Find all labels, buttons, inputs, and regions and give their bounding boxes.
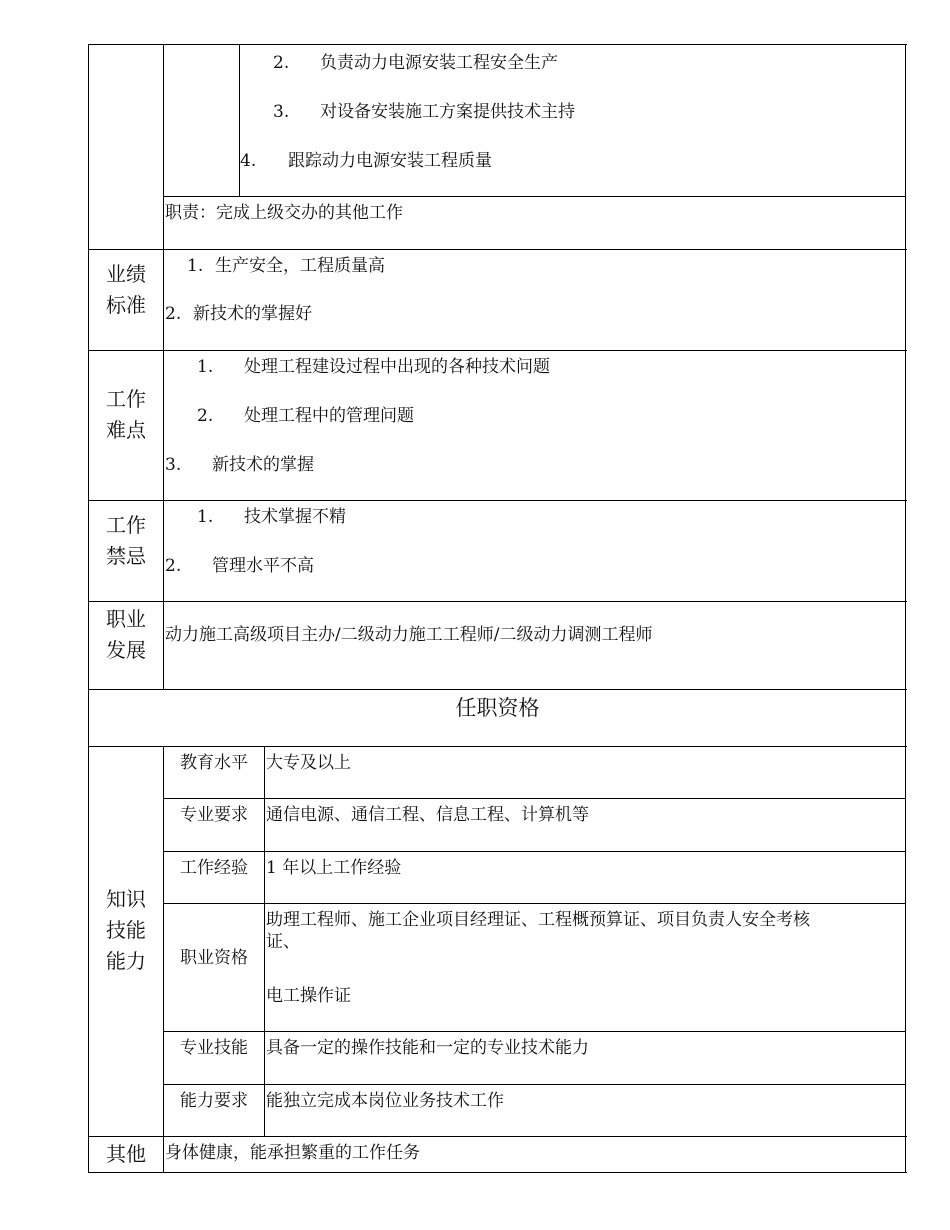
- qual-row-name: 专业技能: [180, 1038, 248, 1058]
- qual-row-value: 具备一定的操作技能和一定的专业技术能力: [266, 1038, 589, 1058]
- label-line: 发展: [106, 638, 146, 662]
- label-line: 能力: [106, 949, 146, 973]
- qual-row-value-line2: 证、: [266, 932, 300, 952]
- label-line: 业绩: [106, 262, 146, 286]
- label-line: 职业: [106, 607, 146, 631]
- qual-row-name: 工作经验: [180, 858, 248, 878]
- label-line: 难点: [106, 418, 146, 442]
- qualification-title: 任职资格: [455, 696, 540, 720]
- qual-row-divider: [163, 903, 906, 904]
- difficulty-item-text: 新技术的掌握: [212, 455, 314, 475]
- label-line: 技能: [106, 918, 146, 942]
- qual-row-name: 专业要求: [180, 805, 248, 825]
- duty-inner-divider: [239, 44, 240, 197]
- qual-row-value: 通信电源、通信工程、信息工程、计算机等: [266, 805, 589, 825]
- taboo-item-text: 技术掌握不精: [244, 507, 346, 527]
- taboo-label: [89, 510, 163, 572]
- table-border-bottom: [88, 1172, 907, 1173]
- other-label: 其他: [106, 1142, 146, 1166]
- table-border-right: [905, 44, 906, 1173]
- section-divider: [88, 500, 907, 501]
- qual-row-value: 1 年以上工作经验: [266, 858, 402, 878]
- section-divider: [88, 601, 907, 602]
- label-line: 标准: [106, 293, 146, 317]
- qual-row-divider: [163, 1084, 906, 1085]
- difficulty-item-number: 1.: [197, 357, 214, 377]
- qual-row-name: 职业资格: [180, 948, 248, 968]
- performance-item-text: 新技术的掌握好: [193, 304, 312, 324]
- performance-item-text: 生产安全，工程质量高: [215, 256, 385, 276]
- duty-row-divider: [163, 196, 906, 197]
- label-line: 工作: [106, 513, 146, 537]
- qual-row-name: 教育水平: [180, 753, 248, 773]
- label-line: 知识: [106, 887, 146, 911]
- duty-item-text: 负责动力电源安装工程安全生产: [320, 53, 558, 73]
- taboo-item-number: 1.: [197, 507, 214, 527]
- qual-row-value: 大专及以上: [266, 753, 351, 773]
- qual-row-divider: [163, 851, 906, 852]
- qual-row-value-line3: 电工操作证: [266, 986, 351, 1006]
- performance-label: [89, 259, 163, 321]
- section-divider: [88, 1136, 907, 1137]
- label-line: 禁忌: [106, 544, 146, 568]
- qual-row-name: 能力要求: [180, 1091, 248, 1111]
- qual-row-divider: [163, 798, 906, 799]
- section-divider: [88, 350, 907, 351]
- label-column-divider: [163, 44, 164, 690]
- qual-row-divider: [163, 1031, 906, 1032]
- duty-item-number: 3.: [273, 102, 290, 122]
- difficulty-item-number: 3.: [165, 455, 182, 475]
- section-divider: [88, 249, 907, 250]
- performance-item-number: 1.: [187, 256, 204, 276]
- qual-row-value: 助理工程师、施工企业项目经理证、工程概预算证、项目负责人安全考核: [266, 910, 810, 930]
- duty-item-text: 跟踪动力电源安装工程质量: [288, 151, 492, 171]
- difficulty-label: [89, 384, 163, 446]
- qualification-label: [89, 884, 163, 977]
- career-path-text: 动力施工高级项目主办/二级动力施工工程师/二级动力调测工程师: [165, 625, 653, 645]
- difficulty-item-text: 处理工程建设过程中出现的各种技术问题: [244, 357, 550, 377]
- taboo-item-text: 管理水平不高: [212, 556, 314, 576]
- section-divider: [88, 746, 907, 747]
- label-line: 工作: [106, 387, 146, 411]
- table-border-top: [88, 44, 907, 45]
- taboo-item-number: 2.: [165, 556, 182, 576]
- performance-item-number: 2.: [165, 304, 182, 324]
- difficulty-item-number: 2.: [197, 406, 214, 426]
- duty-item-number: 2.: [273, 53, 290, 73]
- qual-row-value: 能独立完成本岗位业务技术工作: [266, 1091, 504, 1111]
- duty-item-text: 对设备安装施工方案提供技术主持: [320, 102, 575, 122]
- duty-item-number: 4.: [240, 151, 257, 171]
- difficulty-item-text: 处理工程中的管理问题: [244, 406, 414, 426]
- duty-other-text: 职责：完成上级交办的其他工作: [165, 203, 403, 223]
- section-divider: [88, 689, 907, 690]
- other-text: 身体健康，能承担繁重的工作任务: [165, 1143, 420, 1163]
- career-label: [89, 604, 163, 666]
